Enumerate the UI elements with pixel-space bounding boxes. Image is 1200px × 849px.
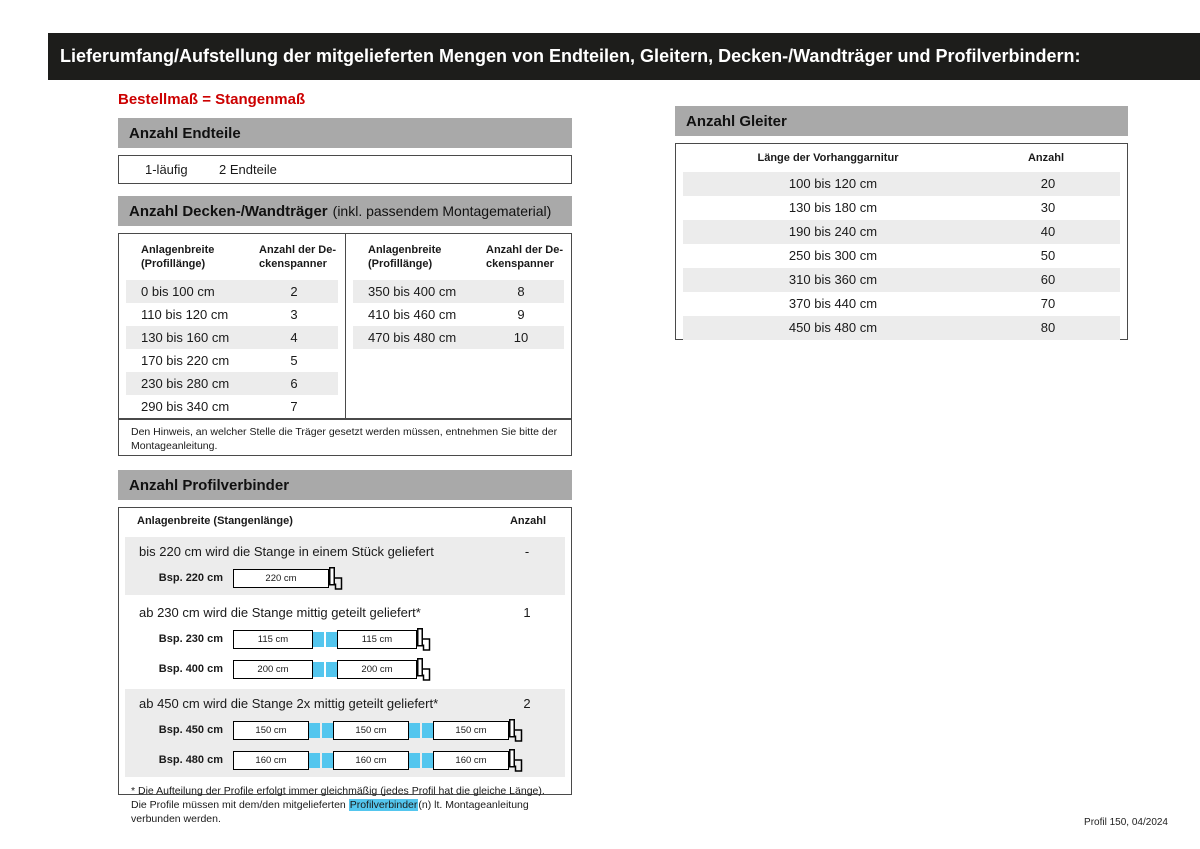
count-cell: 2 [290,284,298,299]
section-text: bis 220 cm wird die Stange in einem Stück geliefert [139,543,434,559]
section-count: 2 [523,695,531,711]
rod-segment: 150 cm [233,721,309,740]
col-header-count-line2: ckenspanner [259,257,327,270]
range-cell: 310 bis 360 cm [788,272,878,287]
profile-example [125,654,565,684]
section-count: - [524,543,530,559]
col-header-count-line1: Anzahl der De- [486,244,564,256]
table-row [683,196,1120,220]
document-version: Profil 150, 04/2024 [1084,817,1168,828]
footnote-highlight: Profilverbinder [349,799,418,812]
rod-segment: 150 cm [333,721,409,740]
table-row [683,268,1120,292]
example-label: Bsp. 220 cm [158,572,223,584]
endteile-type: 1-läufig [145,162,188,177]
count-cell: 50 [1040,248,1056,263]
count-cell: 8 [517,284,525,299]
count-cell: 7 [290,399,298,414]
example-label: Bsp. 230 cm [158,633,223,645]
end-bracket-icon [417,628,433,654]
traeger-note: Den Hinweis, an welcher Stelle die Träger gesetzt werden müssen, entnehmen Sie bitte der Montageanleitung. [118,419,572,456]
example-label: Bsp. 400 cm [158,663,223,675]
profilverbinder-section-header: Anzahl Profilverbinder [118,470,572,500]
endteile-section-header: Anzahl Endteile [118,118,572,148]
rod-segment: 200 cm [233,660,313,679]
profilverbinder-footnote [119,780,571,827]
table-row [126,372,338,395]
col-header-count-line2: ckenspanner [486,257,554,270]
table-row [683,292,1120,316]
end-bracket-icon [417,658,433,684]
example-label: Bsp. 450 cm [158,724,223,736]
range-cell: 250 bis 300 cm [788,248,878,263]
traeger-section-header [118,196,572,226]
col-header-width-line2: (Profillänge) [141,257,206,270]
col-header-width [368,244,441,272]
table-row [126,349,338,372]
count-cell: 80 [1040,320,1056,335]
traeger-table-left [119,234,345,418]
count-cell: 3 [290,307,298,322]
table-row [126,280,338,303]
rod-segment: 160 cm [233,751,309,770]
col-header-width-line1: Anlagenbreite [141,244,215,256]
range-cell: 170 bis 220 cm [141,353,230,368]
rod-diagram [233,654,433,684]
profilverbinder-connector-icon [313,632,337,647]
gleiter-table [675,143,1128,340]
range-cell: 350 bis 400 cm [368,284,457,299]
rod-diagram [233,715,525,745]
col-header-count-line1: Anzahl der De- [259,244,337,256]
profilverbinder-table-head [119,508,571,534]
rod-segment: 115 cm [233,630,313,649]
gleiter-section-header: Anzahl Gleiter [675,106,1128,136]
rod-diagram [233,745,525,775]
profilverbinder-connector-icon [309,753,333,768]
col-header-count: Anzahl [1027,152,1065,164]
profile-example [125,563,565,593]
range-cell: 0 bis 100 cm [141,284,215,299]
profilverbinder-section-3 [125,689,565,777]
endteile-row [118,155,572,184]
profile-example [125,624,565,654]
order-size-note: Bestellmaß = Stangenmaß [118,91,306,108]
range-cell: 230 bis 280 cm [141,376,230,391]
rod-segment: 160 cm [333,751,409,770]
table-row [353,326,564,349]
section-count: 1 [523,604,531,620]
page-title: Lieferumfang/Aufstellung der mitgelieferten Mengen von Endteilen, Gleitern, Decken-/Wandträger und Profilverbindern: [60,46,1081,66]
section-text: ab 230 cm wird die Stange mittig geteilt geliefert* [139,604,421,620]
table-row [126,326,338,349]
end-bracket-icon [509,719,525,745]
range-cell: 290 bis 340 cm [141,399,230,414]
rod-diagram [233,563,345,593]
end-bracket-icon [329,567,345,593]
profilverbinder-table [118,507,572,826]
table-row [683,316,1120,340]
table-row [126,303,338,326]
range-cell: 410 bis 460 cm [368,307,457,322]
example-label: Bsp. 480 cm [158,754,223,766]
col-header-count: Anzahl [509,515,547,527]
count-cell: 20 [1040,176,1056,191]
rod-segment: 115 cm [337,630,417,649]
traeger-header-bold: Anzahl Decken-/Wandträger [129,202,328,220]
profilverbinder-connector-icon [313,662,337,677]
traeger-header-rest: (inkl. passendem Montagematerial) [332,203,552,219]
col-header-width [141,244,214,272]
profilverbinder-connector-icon [409,723,433,738]
col-header-count [486,244,563,272]
range-cell: 470 bis 480 cm [368,330,457,345]
count-cell: 4 [290,330,298,345]
count-cell: 30 [1040,200,1056,215]
count-cell: 6 [290,376,298,391]
range-cell: 450 bis 480 cm [788,320,878,335]
range-cell: 370 bis 440 cm [788,296,878,311]
footnote-text: * Die Aufteilung der Profile erfolgt immer gleichmäßig (jedes Profil hat die gleiche Länge). Die Profile müssen mit dem/den mitgelieferten [131,785,545,812]
rod-segment: 200 cm [337,660,417,679]
count-cell: 5 [290,353,298,368]
section-text-row [125,691,565,715]
profilverbinder-connector-icon [409,753,433,768]
col-header-width-line1: Anlagenbreite [368,244,442,256]
range-cell: 100 bis 120 cm [788,176,878,191]
rod-diagram [233,624,433,654]
table-row [353,280,564,303]
table-row [683,220,1120,244]
profilverbinder-section-1 [125,537,565,595]
table-row [683,244,1120,268]
profile-example [125,715,565,745]
range-cell: 110 bis 120 cm [141,307,229,322]
profilverbinder-connector-icon [309,723,333,738]
range-cell: 130 bis 160 cm [141,330,230,345]
page-title-bar [48,33,1200,80]
count-cell: 40 [1040,224,1056,239]
end-bracket-icon [509,749,525,775]
rod-segment: 150 cm [433,721,509,740]
count-cell: 60 [1040,272,1056,287]
rod-segment: 160 cm [433,751,509,770]
section-text: ab 450 cm wird die Stange 2x mittig geteilt geliefert* [139,695,439,711]
section-text-row [125,539,565,563]
col-header-length: Länge der Vorhanggarnitur [757,152,899,164]
count-cell: 70 [1040,296,1056,311]
table-row [126,395,338,418]
traeger-table-right [345,234,571,418]
table-row [683,172,1120,196]
count-cell: 10 [513,330,529,345]
range-cell: 190 bis 240 cm [788,224,878,239]
footnote-text: (n) lt. Montageanleitung verbunden werden. [131,799,529,826]
col-header-count [259,244,336,272]
gleiter-table-head [676,144,1127,172]
range-cell: 130 bis 180 cm [788,200,878,215]
count-cell: 9 [517,307,525,322]
traeger-table [118,233,572,419]
section-text-row [125,600,565,624]
col-header-width-line2: (Profillänge) [368,257,433,270]
endteile-count: 2 Endteile [219,162,277,177]
rod-segment: 220 cm [233,569,329,588]
profile-example [125,745,565,775]
table-row [353,303,564,326]
col-header-width: Anlagenbreite (Stangenlänge) [137,515,293,527]
profilverbinder-section-2 [125,598,565,686]
